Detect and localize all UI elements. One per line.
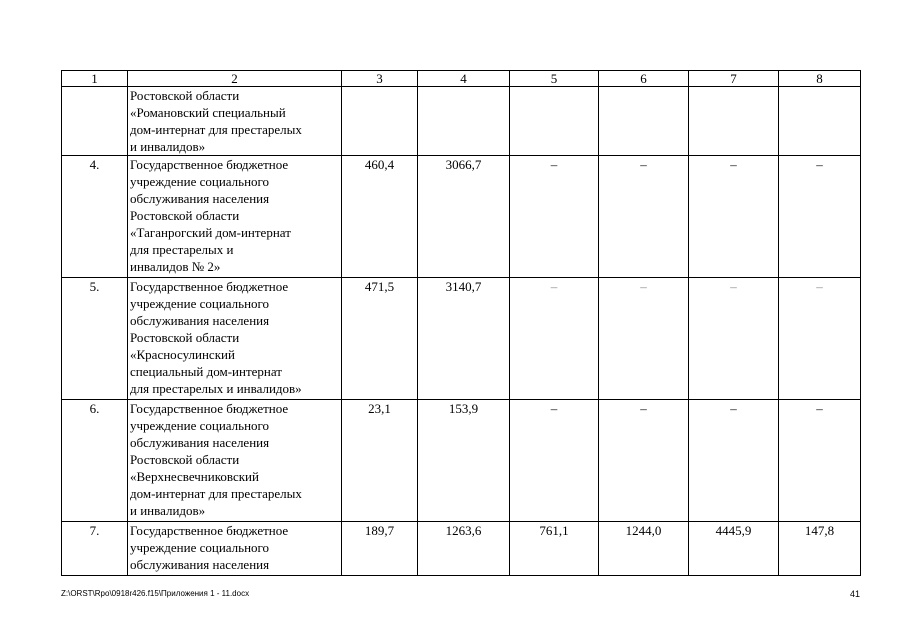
value-cell: – [779,400,861,522]
value-cell: 761,1 [510,522,599,576]
value-cell: – [599,278,689,400]
value-cell: 1244,0 [599,522,689,576]
value-cell: – [599,400,689,522]
table-row [62,400,861,522]
value-cell: – [779,156,861,278]
value-cell: 153,9 [418,400,510,522]
value-cell: – [510,156,599,278]
page-number: 41 [849,589,860,599]
table-row [62,87,861,156]
value-cell: 4445,9 [689,522,779,576]
value-cell: 189,7 [342,522,418,576]
value-cell [599,87,689,156]
header-cell: 7 [689,71,779,87]
footer-file-path: Z:\ORST\Rpo\0918r426.f15\Приложения 1 - 11.docx [61,589,250,598]
value-cell: 471,5 [342,278,418,400]
value-cell: 3066,7 [418,156,510,278]
institution-name: Государственное бюджетное учреждение социального обслуживания населения Ростовской области «Верхнесвечниковский дом-интернат для престарелых и инвалидов» [128,400,342,522]
value-cell: 460,4 [342,156,418,278]
value-cell: 23,1 [342,400,418,522]
row-number: 4. [62,156,128,278]
institution-name: Ростовской области «Романовский специальный дом-интернат для престарелых и инвалидов» [128,87,342,156]
institution-name: Государственное бюджетное учреждение социального обслуживания населения Ростовской области «Таганрогский дом-интернат для престарелых и инвалидов № 2» [128,156,342,278]
value-cell [342,87,418,156]
value-cell: – [599,156,689,278]
header-cell: 3 [342,71,418,87]
table-header-row [62,71,861,87]
institution-name: Государственное бюджетное учреждение социального обслуживания населения [128,522,342,576]
institution-name: Государственное бюджетное учреждение социального обслуживания населения Ростовской области «Красносулинский специальный дом-интернат для престарелых и инвалидов» [128,278,342,400]
value-cell: 3140,7 [418,278,510,400]
header-cell: 2 [128,71,342,87]
row-number: 5. [62,278,128,400]
table-row [62,522,861,576]
value-cell [779,87,861,156]
data-table [61,70,861,576]
value-cell: – [779,278,861,400]
header-cell: 8 [779,71,861,87]
value-cell [418,87,510,156]
header-cell: 6 [599,71,689,87]
table-row [62,278,861,400]
value-cell [689,87,779,156]
table-row [62,156,861,278]
value-cell: – [510,278,599,400]
value-cell: – [689,400,779,522]
row-number: 7. [62,522,128,576]
value-cell: – [689,278,779,400]
row-number: 6. [62,400,128,522]
header-cell: 1 [62,71,128,87]
header-cell: 4 [418,71,510,87]
row-number [62,87,128,156]
value-cell [510,87,599,156]
value-cell: – [510,400,599,522]
value-cell: – [689,156,779,278]
value-cell: 147,8 [779,522,861,576]
value-cell: 1263,6 [418,522,510,576]
header-cell: 5 [510,71,599,87]
